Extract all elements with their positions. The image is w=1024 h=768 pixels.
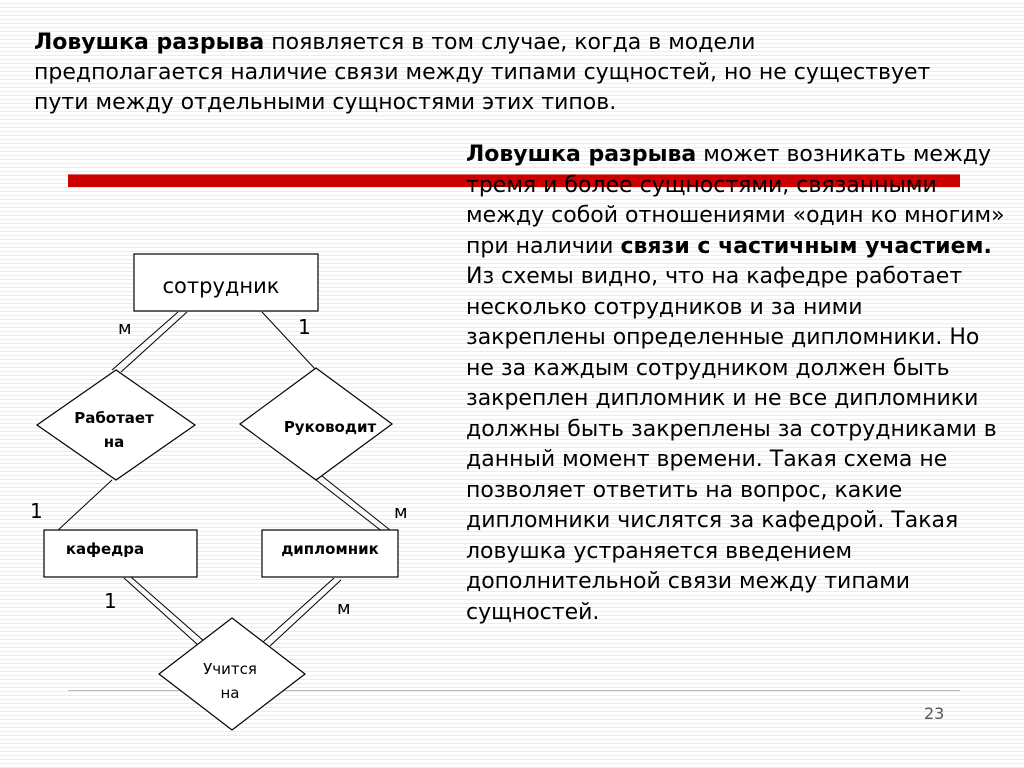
connector-department-studies <box>124 577 205 645</box>
relationship-works-line2: на <box>103 433 125 451</box>
side-bold-phrase: связи с частичным участием. <box>620 233 992 259</box>
side-term: Ловушка разрыва <box>466 142 697 167</box>
intro-term: Ловушка разрыва <box>34 30 265 55</box>
entity-student-label: дипломник <box>281 540 379 558</box>
cardinality-employee-manages: 1 <box>298 315 311 339</box>
page-number: 23 <box>924 704 945 723</box>
cardinality-student-studies: м <box>337 598 351 619</box>
connector-student-studies <box>263 578 341 646</box>
relationship-works-line1: Работает <box>74 409 154 427</box>
connector-works-department <box>56 480 112 532</box>
side-paragraph <box>466 140 1006 628</box>
cardinality-employee-works: м <box>118 318 132 339</box>
cardinality-department-works: 1 <box>30 499 43 523</box>
entity-department-label: кафедра <box>65 540 145 558</box>
intro-text: появляется в том случае, когда в модели предполагается наличие связи между типами сущностей, но не существует пути между отдельными сущностями этих типов. <box>34 30 931 115</box>
side-text-2: Из схемы видно, что на кафедре работает несколько сотрудников и за ними закреплены определенные дипломники. Но не за каждым сотрудником должен быть закреплен дипломник и не все дипломники должны быть закреплены за сотрудниками в данный момент времени. Такая схема не позволяет ответить на вопрос, какие дипломники числятся за кафедрой. Такая ловушка устраняется введением дополнительной связи между типами сущностей. <box>466 264 997 625</box>
relationship-manages-label: Руководит <box>283 418 377 436</box>
side-text-1: может возникать между тремя и более сущностями, связанными между собой отношениями «один ко многим» при наличии <box>466 142 1005 259</box>
cardinality-department-studies: 1 <box>104 589 117 613</box>
relationship-studies-line1: Учится <box>203 660 257 678</box>
connector-manages-student <box>316 476 390 532</box>
entity-employee-label: сотрудник <box>162 274 280 298</box>
relationship-studies-line2: на <box>220 684 240 702</box>
cardinality-student-manages: м <box>394 502 408 523</box>
